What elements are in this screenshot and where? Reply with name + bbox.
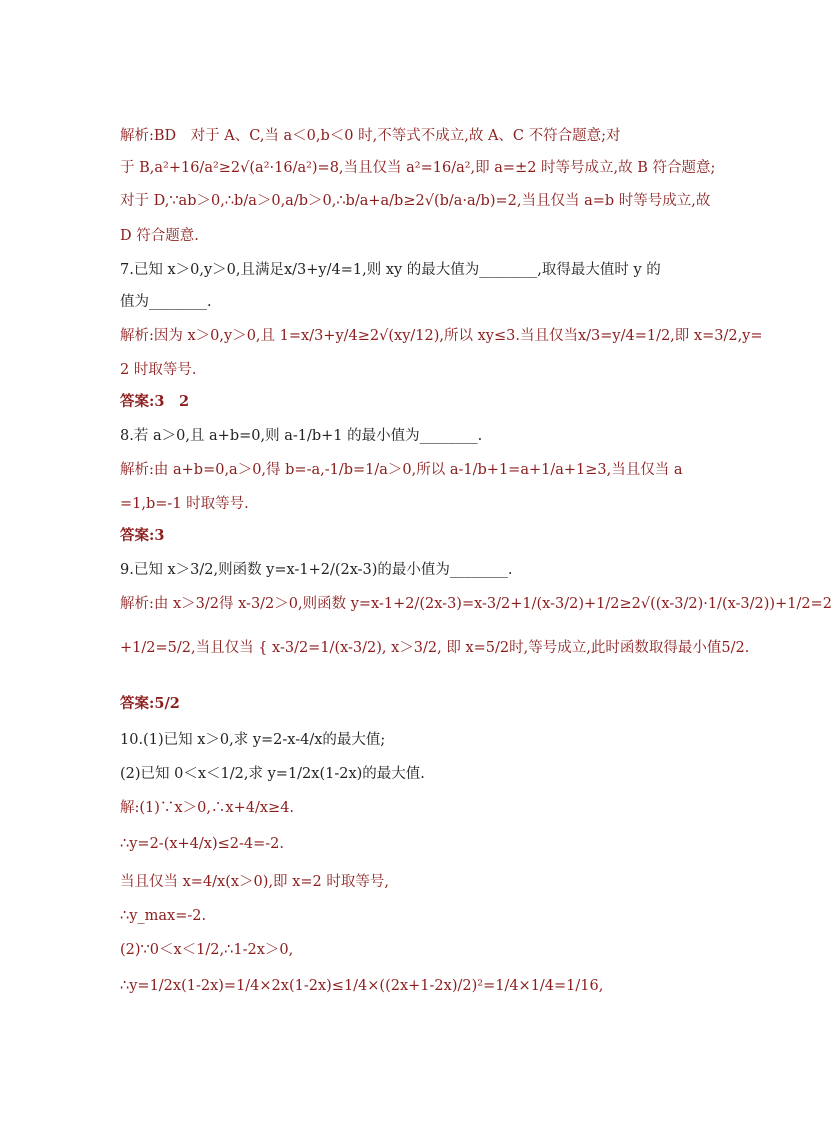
solution-7-line-2: 2 时取等号. [120, 362, 197, 378]
question-10-part-2: (2)已知 0＜x＜1/2,求 y=1/2x(1-2x)的最大值. [120, 766, 425, 782]
solution-9-line-1: 解析:由 x＞3/2得 x-3/2＞0,则函数 y=x-1+2/(2x-3)=x-3/2+1/(x-3/2)+1/2≥2√((x-3/2)·1/(x-3/2))+1/2=2 [120, 596, 832, 612]
question-7-line-1: 7.已知 x＞0,y＞0,且满足x/3+y/4=1,则 xy 的最大值为________,取得最大值时 y 的 [120, 262, 661, 278]
question-8: 8.若 a＞0,且 a+b=0,则 a-1/b+1 的最小值为________. [120, 428, 483, 444]
solution-10-line-4: ∴y_max=-2. [120, 908, 207, 924]
solution-9-line-2: +1/2=5/2,当且仅当 { x-3/2=1/(x-3/2), x＞3/2, 即 x=5/2时,等号成立,此时函数取得最小值5/2. [120, 640, 750, 656]
answer-9: 答案:5/2 [120, 695, 180, 712]
solution-6-line-1: 解析:BD 对于 A、C,当 a＜0,b＜0 时,不等式不成立,故 A、C 不符合题意;对 [120, 128, 621, 144]
question-9: 9.已知 x＞3/2,则函数 y=x-1+2/(2x-3)的最小值为________. [120, 562, 513, 578]
solution-10-line-2: ∴y=2-(x+4/x)≤2-4=-2. [120, 836, 285, 852]
solution-10-line-1: 解:(1)∵x＞0,∴x+4/x≥4. [120, 800, 295, 816]
solution-6-line-4: D 符合题意. [120, 228, 199, 244]
solution-10-line-3: 当且仅当 x=4/x(x＞0),即 x=2 时取等号, [120, 874, 389, 890]
solution-8-line-2: =1,b=-1 时取等号. [120, 496, 249, 512]
answer-8: 答案:3 [120, 527, 165, 544]
solution-7-line-1: 解析:因为 x＞0,y＞0,且 1=x/3+y/4≥2√(xy/12),所以 xy≤3.当且仅当x/3=y/4=1/2,即 x=3/2,y= [120, 328, 763, 344]
solution-6-line-3: 对于 D,∵ab＞0,∴b/a＞0,a/b＞0,∴b/a+a/b≥2√(b/a·a/b)=2,当且仅当 a=b 时等号成立,故 [120, 193, 711, 209]
solution-8-line-1: 解析:由 a+b=0,a＞0,得 b=-a,-1/b=1/a＞0,所以 a-1/b+1=a+1/a+1≥3,当且仅当 a [120, 462, 683, 478]
solution-10-line-5: (2)∵0＜x＜1/2,∴1-2x＞0, [120, 942, 294, 958]
solution-6-line-2: 于 B,a²+16/a²≥2√(a²·16/a²)=8,当且仅当 a²=16/a²,即 a=±2 时等号成立,故 B 符合题意; [120, 160, 716, 176]
answer-7: 答案:3 2 [120, 393, 190, 410]
question-10-part-1: 10.(1)已知 x＞0,求 y=2-x-4/x的最大值; [120, 732, 386, 748]
solution-10-line-6: ∴y=1/2x(1-2x)=1/4×2x(1-2x)≤1/4×((2x+1-2x)/2)²=1/4×1/4=1/16, [120, 978, 604, 994]
question-7-line-2: 值为________. [120, 294, 212, 310]
